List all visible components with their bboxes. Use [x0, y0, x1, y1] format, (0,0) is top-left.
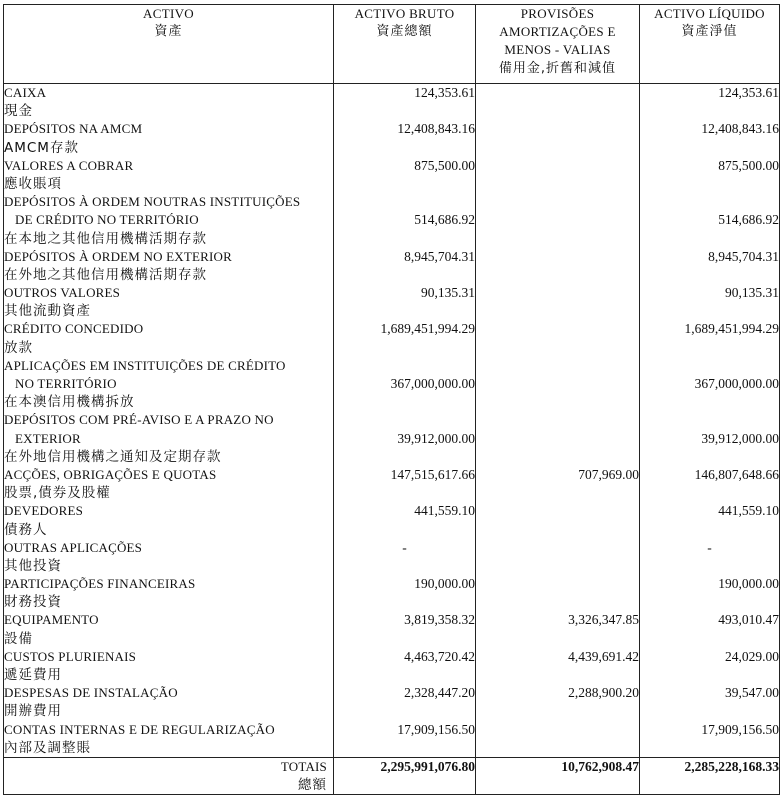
row-label: [4, 248, 334, 284]
cell-liquido: [640, 84, 780, 121]
value-provisoes: [476, 539, 639, 557]
row-label: [4, 411, 334, 466]
table-row: [4, 721, 780, 758]
value-bruto: 441,559.10: [414, 503, 475, 519]
cell-provisoes: [476, 575, 640, 611]
row-label: [4, 84, 334, 121]
header-provisoes-zh: 備用金,折舊和減值: [498, 60, 617, 76]
row-label-pt: DEPÓSITOS À ORDEM NOUTRAS INSTITUIÇÕES: [4, 194, 301, 210]
cell-liquido: [640, 539, 780, 575]
value-provisoes: [476, 320, 639, 338]
table-row: [4, 84, 780, 121]
row-label-pt: CAIXA: [4, 85, 47, 100]
cell-liquido: [640, 502, 780, 538]
header-bruto-pt: ACTIVO BRUTO: [354, 6, 455, 21]
header-provisoes-pt2: AMORTIZAÇÕES E: [499, 24, 616, 40]
row-label-zh: 開辦費用: [4, 703, 62, 720]
header-activo-zh: 資產: [154, 24, 183, 40]
value-bruto: 1,689,451,994.29: [380, 321, 475, 337]
table-row: [4, 466, 780, 502]
value-provisoes: [476, 248, 639, 266]
row-label-zh: 其他流動資產: [4, 303, 91, 320]
row-label-pt: CONTAS INTERNAS E DE REGULARIZAÇÃO: [4, 721, 275, 737]
row-label-pt: VALORES A COBRAR: [4, 157, 134, 173]
header-activo-pt: ACTIVO: [143, 6, 194, 21]
cell-bruto: [334, 539, 476, 575]
header-activo: [4, 5, 334, 84]
cell-liquido: [640, 648, 780, 684]
table-row: [4, 357, 780, 412]
value-liquido: 493,010.47: [718, 612, 779, 628]
row-label-zh: 遞延費用: [4, 667, 62, 683]
cell-bruto: [334, 648, 476, 684]
cell-bruto: [334, 466, 476, 502]
row-label-pt: OUTRAS APLICAÇÕES: [4, 539, 143, 555]
cell-liquido: [640, 611, 780, 647]
row-label-pt: ACÇÕES, OBRIGAÇÕES E QUOTAS: [4, 466, 217, 482]
row-label-pt: PARTICIPAÇÕES FINANCEIRAS: [4, 576, 196, 592]
value-bruto: 90,135.31: [421, 285, 475, 301]
row-label: [4, 120, 334, 156]
cell-provisoes: [476, 284, 640, 320]
value-liquido: 8,945,704.31: [708, 248, 779, 264]
value-bruto: 3,819,358.32: [404, 612, 475, 628]
value-liquido: 12,408,843.16: [701, 121, 779, 137]
cell-bruto: [334, 248, 476, 284]
row-label-pt: DEVEDORES: [4, 503, 84, 519]
table-row: [4, 502, 780, 538]
cell-bruto: [334, 320, 476, 356]
totals-row: [4, 757, 780, 794]
row-label: [4, 320, 334, 356]
assets-table: [3, 4, 780, 795]
value-provisoes: [476, 721, 639, 739]
cell-provisoes: [476, 357, 640, 412]
row-label: [4, 684, 334, 720]
value-liquido: 441,559.10: [718, 503, 779, 519]
row-label: [4, 502, 334, 538]
table-row: [4, 539, 780, 575]
cell-provisoes: [476, 120, 640, 156]
cell-liquido: [640, 193, 780, 248]
cell-provisoes: [476, 539, 640, 575]
value-bruto: 39,912,000.00: [397, 430, 475, 446]
row-label-zh: 放款: [4, 339, 33, 356]
header-provisoes: [476, 5, 640, 84]
row-label: [4, 357, 334, 412]
total-provisoes-value: 10,762,908.47: [561, 758, 639, 774]
row-label: [4, 193, 334, 248]
cell-liquido: [640, 157, 780, 193]
row-label: [4, 466, 334, 502]
row-label-zh: 在本地之其他信用機構活期存款: [4, 230, 207, 247]
value-bruto: 147,515,617.66: [390, 466, 475, 482]
cell-provisoes: [476, 411, 640, 466]
row-label-zh: 在外地信用機構之通知及定期存款: [4, 448, 222, 465]
value-bruto: 4,463,720.42: [404, 648, 475, 664]
row-label-pt: EQUIPAMENTO: [4, 612, 99, 628]
value-liquido: -: [707, 539, 712, 555]
total-liquido: [640, 757, 780, 794]
row-label: [4, 157, 334, 193]
value-bruto: 124,353.61: [414, 85, 475, 100]
row-label-zh: 股票,債券及股權: [4, 485, 111, 502]
cell-provisoes: [476, 84, 640, 121]
cell-bruto: [334, 575, 476, 611]
value-liquido: 146,807,648.66: [694, 466, 779, 482]
header-bruto-zh: 資產總額: [376, 24, 433, 40]
value-bruto: 2,328,447.20: [404, 685, 475, 701]
value-liquido: 124,353.61: [718, 85, 779, 100]
row-label: [4, 575, 334, 611]
table-row: [4, 611, 780, 647]
row-label-zh: 在本澳信用機構拆放: [4, 394, 135, 411]
row-label-pt: CUSTOS PLURIENAIS: [4, 648, 137, 664]
row-label-pt: DEPÓSITOS COM PRÉ-AVISO E A PRAZO NO: [4, 412, 274, 428]
row-label-pt-cont: DE CRÉDITO NO TERRITÓRIO: [15, 212, 199, 228]
cell-provisoes: [476, 248, 640, 284]
row-label: [4, 611, 334, 647]
value-provisoes: [476, 211, 639, 229]
total-liquido-value: 2,285,228,168.33: [684, 758, 779, 774]
cell-liquido: [640, 466, 780, 502]
cell-provisoes: [476, 721, 640, 758]
cell-liquido: [640, 357, 780, 412]
table-row: [4, 284, 780, 320]
table-row: [4, 684, 780, 720]
cell-provisoes: [476, 611, 640, 647]
cell-provisoes: [476, 320, 640, 356]
cell-bruto: [334, 684, 476, 720]
cell-provisoes: [476, 193, 640, 248]
row-label-zh: 在外地之其他信用機構活期存款: [4, 266, 207, 283]
table-row: [4, 120, 780, 156]
total-bruto: [334, 757, 476, 794]
table-row: [4, 575, 780, 611]
cell-bruto: [334, 502, 476, 538]
cell-bruto: [334, 411, 476, 466]
row-label: [4, 284, 334, 320]
row-label-pt: CRÉDITO CONCEDIDO: [4, 321, 144, 337]
cell-liquido: [640, 120, 780, 156]
totals-label: [4, 757, 334, 794]
header-provisoes-pt3: MENOS - VALIAS: [504, 42, 611, 58]
value-provisoes: [476, 120, 639, 138]
row-label-zh: 財務投資: [4, 594, 62, 611]
row-label-pt: DESPESAS DE INSTALAÇÃO: [4, 685, 178, 701]
value-provisoes: [476, 284, 639, 302]
value-provisoes: 4,439,691.42: [568, 648, 639, 664]
totals-label-zh: 總額: [298, 777, 327, 794]
value-liquido: 875,500.00: [718, 157, 779, 173]
value-liquido: 39,912,000.00: [701, 430, 779, 446]
cell-liquido: [640, 320, 780, 356]
value-provisoes: [476, 502, 639, 520]
cell-liquido: [640, 684, 780, 720]
value-bruto: -: [402, 539, 407, 555]
cell-provisoes: [476, 684, 640, 720]
value-bruto: 190,000.00: [414, 576, 475, 592]
cell-liquido: [640, 248, 780, 284]
cell-liquido: [640, 721, 780, 758]
totals-label-pt: TOTAIS: [280, 758, 327, 774]
row-label-pt-cont: EXTERIOR: [15, 430, 81, 446]
row-label: [4, 721, 334, 758]
row-label-zh: 其他投資: [4, 557, 62, 574]
value-bruto: 367,000,000.00: [390, 376, 475, 391]
row-label-zh: 債務人: [4, 521, 48, 538]
value-liquido: 24,029.00: [725, 648, 779, 664]
header-liquido: [640, 5, 780, 84]
row-label-pt: DEPÓSITOS NA AMCM: [4, 121, 143, 137]
row-label: [4, 648, 334, 684]
value-provisoes: 707,969.00: [578, 466, 639, 482]
value-liquido: 514,686.92: [718, 212, 779, 228]
cell-liquido: [640, 411, 780, 466]
value-provisoes: 3,326,347.85: [568, 612, 639, 628]
cell-provisoes: [476, 502, 640, 538]
value-provisoes: [476, 430, 639, 448]
table-row: [4, 411, 780, 466]
header-bruto: [334, 5, 476, 84]
row-label-zh: 應收賬項: [4, 175, 62, 192]
row-label-pt: DEPÓSITOS À ORDEM NO EXTERIOR: [4, 248, 233, 264]
cell-bruto: [334, 611, 476, 647]
value-liquido: 17,909,156.50: [701, 721, 779, 737]
cell-bruto: [334, 721, 476, 758]
value-liquido: 90,135.31: [725, 285, 779, 301]
row-label-pt: APLICAÇÕES EM INSTITUIÇÕES DE CRÉDITO: [4, 357, 286, 373]
header-provisoes-pt1: PROVISÕES: [520, 6, 595, 21]
value-liquido: 1,689,451,994.29: [684, 321, 779, 337]
row-label-pt-cont: NO TERRITÓRIO: [15, 376, 117, 391]
value-provisoes: [476, 84, 639, 102]
table-row: [4, 248, 780, 284]
value-provisoes: [476, 157, 639, 175]
header-liquido-zh: 資產淨值: [681, 24, 738, 40]
table-row: [4, 320, 780, 356]
header-row: [4, 5, 780, 84]
value-liquido: 367,000,000.00: [694, 376, 779, 391]
cell-provisoes: [476, 648, 640, 684]
row-label-pt: OUTROS VALORES: [4, 285, 121, 301]
cell-bruto: [334, 120, 476, 156]
cell-provisoes: [476, 466, 640, 502]
row-label: [4, 539, 334, 575]
cell-bruto: [334, 157, 476, 193]
table-row: [4, 157, 780, 193]
value-provisoes: [476, 575, 639, 593]
value-provisoes: 2,288,900.20: [568, 685, 639, 701]
total-bruto-value: 2,295,991,076.80: [380, 758, 475, 774]
cell-bruto: [334, 84, 476, 121]
row-label-zh: AMCM存款: [4, 139, 79, 156]
value-bruto: 17,909,156.50: [397, 721, 475, 737]
row-label-zh: 現金: [4, 103, 33, 120]
row-label-zh: 內部及調整賬: [4, 739, 91, 756]
cell-liquido: [640, 284, 780, 320]
value-liquido: 39,547.00: [725, 685, 779, 701]
cell-bruto: [334, 357, 476, 412]
table-row: [4, 648, 780, 684]
header-liquido-pt: ACTIVO LÍQUIDO: [654, 6, 765, 21]
cell-liquido: [640, 575, 780, 611]
value-bruto: 12,408,843.16: [397, 121, 475, 137]
value-bruto: 875,500.00: [414, 157, 475, 173]
table-row: [4, 193, 780, 248]
value-bruto: 8,945,704.31: [404, 248, 475, 264]
row-label-zh: 設備: [4, 630, 33, 647]
total-provisoes: [476, 757, 640, 794]
cell-bruto: [334, 284, 476, 320]
cell-bruto: [334, 193, 476, 248]
value-provisoes: [476, 375, 639, 393]
cell-provisoes: [476, 157, 640, 193]
value-bruto: 514,686.92: [414, 212, 475, 228]
value-liquido: 190,000.00: [718, 576, 779, 592]
